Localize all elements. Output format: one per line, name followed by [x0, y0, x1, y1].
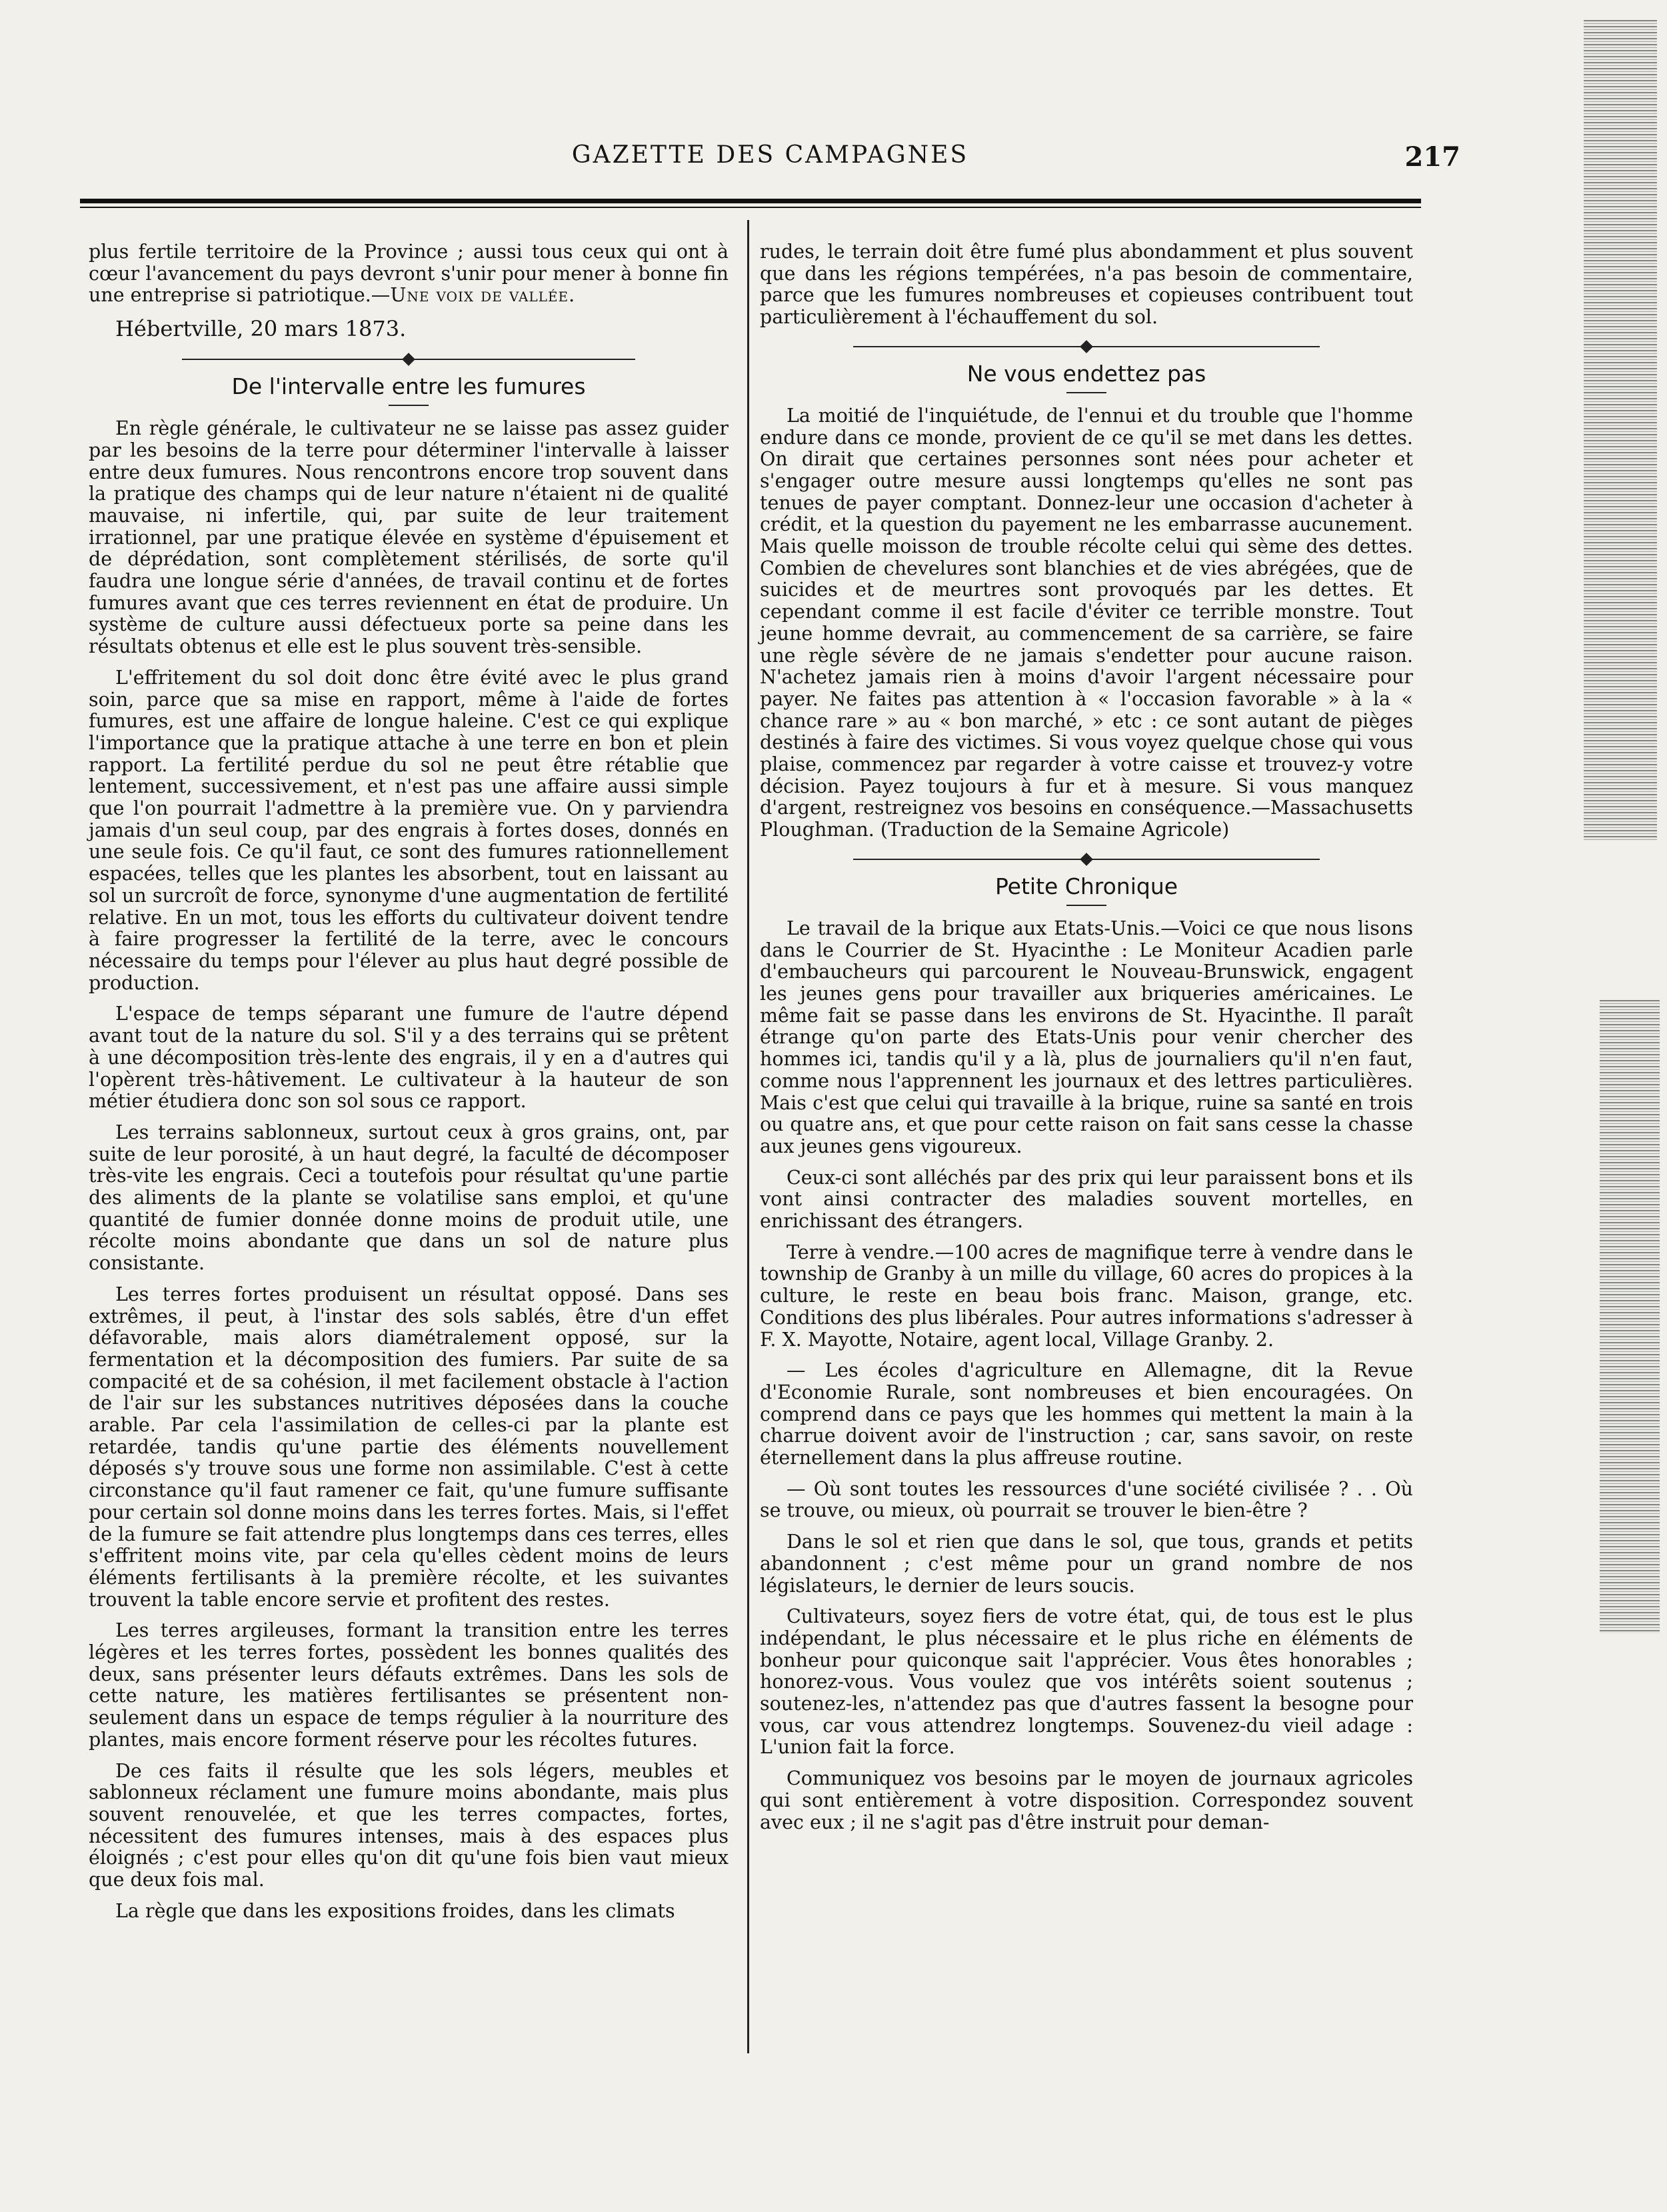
continued-paragraph: plus fertile territoire de la Province ; aussi tous ceux qui ont à cœur l'avancement du pays devront s'unir pour mener à bonne fin une entreprise si patriotique.—Une voix de vallée. [89, 241, 729, 307]
chronique-item: Le travail de la brique aux Etats-Unis.—Voici ce que nous lisons dans le Courrier de St. Hyacinthe : Le Moniteur Acadien parle d'embaucheurs qui parcourent le Nouveau-Brunswick, engagent les jeunes gens pour travailler aux briqueries américaines. Le même fait se passe dans les environs de St. Hyacinthe. Il paraît étrange qu'on parte des Etats-Unis pour venir chercher des hommes ici, tandis qu'il y a là, plus de journaliers qu'il n'en faut, comme nous l'apprennent les journaux et des lettres particulières. Mais c'est que celui qui travaille à la brique, ruine sa santé en trois ou quatre ans, et que pour cette raison on fait sans cesse la chasse aux jeunes gens vigoureux. [760, 917, 1413, 1157]
article-title: De l'intervalle entre les fumures [231, 373, 586, 400]
header-rule [80, 199, 1421, 203]
header-rule [80, 207, 1421, 208]
dateline: Hébertville, 20 mars 1873. [115, 316, 407, 342]
article-paragraph: Les terres argileuses, formant la transition entre les terres légères et les terres fortes, possèdent les bonnes qualités des deux, sans présenter leurs défauts extrêmes. Dans les sols de cette nature, les matières fertilisantes se présentent non-seulement dans un espace de temps régulier à la nourriture des plantes, mais encore forment réserve pour les récoltes futures. [89, 1619, 729, 1751]
column-divider [747, 220, 749, 2053]
section-title: Petite Chronique [994, 873, 1178, 899]
chronique-item: Terre à vendre.—100 acres de magnifique terre à vendre dans le township de Granby à un mille du village, 60 acres do propices à la culture, le reste en beau bois franc. Maison, grange, etc. Conditions des plus libérales. Pour autres informations s'adresser à F. X. Mayotte, Notaire, agent local, Village Granby. 2. [760, 1241, 1413, 1351]
continued-paragraph: rudes, le terrain doit être fumé plus abondamment et plus souvent que dans les régions tempérées, n'a pas besoin de commentaire, parce que les fumures nombreuses et copieuses contribuent tout particulièrement à l'échauffement du sol. [760, 241, 1413, 329]
page-title: GAZETTE DES CAMPAGNES [571, 141, 969, 169]
scan-edge-noise [1600, 1000, 1660, 1633]
chronique-item: Cultivateurs, soyez fiers de votre état, qui, de tous est le plus indépendant, le plus nécessaire et le plus riche en éléments de bonheur pour quiconque sait l'apprécier. Vous êtes honorables ; honorez-vous. Vous voulez que vos intérêts soient soutenus ; soutenez-les, n'attendez pas que d'autres fassent la besogne pour vous, car vous attendrez longtemps. Souvenez-du vieil adage : L'union fait la force. [760, 1605, 1413, 1759]
article-paragraph: Les terrains sablonneux, surtout ceux à gros grains, ont, par suite de leur porosité, à un haut degré, la faculté de décomposer très-vite les engrais. Ceci a toutefois pour résultat qu'une partie des aliments de la plante se volatilise sans emploi, et qu'une quantité de fumier donnée donne moins de produit utile, une récolte moins abondante que dans un sol de nature plus consistante. [89, 1121, 729, 1275]
chronique-item: Ceux-ci sont alléchés par des prix qui leur paraissent bons et ils vont ainsi contracter des maladies souvent mortelles, en enrichissant des étrangers. [760, 1166, 1413, 1233]
page-number: 217 [1404, 141, 1460, 173]
chronique-item: — Où sont toutes les ressources d'une société civilisée ? . . Où se trouve, ou mieux, où pourrait se trouver le bien-être ? [760, 1477, 1413, 1522]
article-paragraph: En règle générale, le cultivateur ne se laisse pas assez guider par les besoins de la terre pour déterminer l'intervalle à laisser entre deux fumures. Nous rencontrons encore trop souvent dans la pratique des champs qui de leur nature n'étaient ni de qualité mauvaise, ni infertile, qui, par suite de leur traitement irrationnel, par une pratique élevée en système d'épuisement et de déprédation, sont complètement stérilisés, de sorte qu'il faudra une longue série d'années, de travail continu et de fortes fumures avant que ces terres reviennent en état de produire. Un système de culture aussi défectueux porte sa peine dans les résultats obtenus et elle est le plus souvent très-sensible. [89, 417, 729, 658]
title-dash [389, 405, 429, 406]
scan-edge-noise [1584, 20, 1657, 840]
signature: Une voix de vallée. [390, 284, 576, 307]
article-paragraph: La moitié de l'inquiétude, de l'ennui et du trouble que l'homme endure dans ce monde, provient de ce qu'il se met dans les dettes. On dirait que certaines personnes sont nées pour acheter et s'engager outre mesure aussi longtemps qu'elles ne sont pas tenues de payer comptant. Donnez-leur une occasion d'acheter à crédit, et la question du payement ne les embarrasse aucunement. Mais quelle moisson de trouble récolte celui qui sème des dettes. Combien de chevelures sont blanchies et de vies abrégées, que de suicides et de meurtres sont provoqués par les dettes. Et cependant comme il est facile d'éviter ce terrible monstre. Tout jeune homme devrait, au commencement de sa carrière, se faire une règle sévère de ne jamais s'endetter pour aucune raison. N'achetez jamais rien à moins d'avoir l'argent nécessaire pour payer. Ne faites pas attention à « l'occasion favorable » à la « chance rare » au « bon marché, » etc : ce sont autant de pièges destinés à faire des victimes. Si vous voyez quelque chose qui vous plaise, commencez par regarder à votre caisse et trouvez-y votre décision. Payez toujours à fur et à mesure. Si vous manquez d'argent, restreignez vos besoins en conséquence.—Massachusetts Ploughman. (Traduction de la Semaine Agricole) [760, 404, 1413, 841]
separator-ornament [760, 338, 1413, 355]
running-head [80, 141, 1460, 184]
article-paragraph: De ces faits il résulte que les sols légers, meubles et sablonneux réclament une fumure moins abondante, mais plus souvent renouvelée, et que les terres compactes, fortes, nécessitent des fumures intenses, mais à des espaces plus éloignés ; c'est pour elles qu'on dit qu'une fois bien vaut mieux que deux fois mal. [89, 1759, 729, 1891]
right-column [760, 241, 1413, 1843]
article-paragraph: L'effritement du sol doit donc être évité avec le plus grand soin, parce que sa mise en rapport, même à l'aide de fortes fumures, est une affaire de longue haleine. C'est ce qui explique l'importance que la pratique attache à une terre en bon et plein rapport. La fertilité perdue du sol ne peut être rétablie que lentement, successivement, et n'est pas une affaire aussi simple que l'on pourrait l'admettre à la première vue. On y parviendra jamais d'un seul coup, par des engrais à fortes doses, donnés en une seule fois. Ce qu'il faut, ce sont des fumures rationnellement espacées, telles que les plantes les absorbent, tout en laissant au sol un surcroît de force, synonyme d'une augmentation de fertilité relative. En un mot, tous les efforts du cultivateur doivent tendre à faire progresser la fertilité de la terre, avec le concours nécessaire du temps pour l'élever au plus haut degré possible de production. [89, 666, 729, 994]
article-title: Ne vous endettez pas [966, 360, 1206, 387]
left-column [89, 241, 729, 1932]
chronique-item: Dans le sol et rien que dans le sol, que tous, grands et petits abandonnent ; c'est même pour un grand nombre de nos législateurs, le dernier de leurs soucis. [760, 1531, 1413, 1597]
chronique-item: Communiquez vos besoins par le moyen de journaux agricoles qui sont entièrement à votre disposition. Correspondez souvent avec eux ; il ne s'agit pas d'être instruit pour deman- [760, 1767, 1413, 1833]
article-paragraph: La règle que dans les expositions froides, dans les climats [115, 1899, 675, 1922]
separator-ornament [89, 351, 729, 368]
article-paragraph: Les terres fortes produisent un résultat opposé. Dans ses extrêmes, il peut, à l'instar des sols sablés, être d'un effet défavorable, mais alors diamétralement opposé, sur la fermentation et la décomposition des fumiers. Par suite de sa compacité et de sa cohésion, il met facilement obstacle à l'action de l'air sur les substances nutritives déposées dans la couche arable. Par cela l'assimilation de celles-ci par la plante est retardée, tandis qu'une partie des éléments nouvellement déposés s'y trouve sous une forme non assimilable. C'est à cette circonstance qu'il faut ramener ce fait, qu'une fumure suffisante pour certain sol donne moins dans les terres fortes. Mais, si l'effet de la fumure se fait attendre plus longtemps dans ces terres, elles s'effritent moins vite, par cela qu'elles cèdent moins de leurs éléments fertilisants à la première récolte, et les suivantes trouvent la table encore servie et profitent des restes. [89, 1283, 729, 1611]
chronique-item: — Les écoles d'agriculture en Allemagne, dit la Revue d'Economie Rurale, sont nombreuses et bien encouragées. On comprend dans ce pays que les hommes qui mettent la main à la charrue doivent avoir de l'instruction ; car, sans savoir, on reste éternellement dans la plus affreuse routine. [760, 1359, 1413, 1469]
article-paragraph: L'espace de temps séparant une fumure de l'autre dépend avant tout de la nature du sol. S'il y a des terrains qui se prêtent à une décomposition très-lente des engrais, il y en a d'autres qui l'opèrent très-hâtivement. Le cultivateur à la hauteur de son métier étudiera donc son sol sous ce rapport. [89, 1003, 729, 1113]
separator-ornament [760, 851, 1413, 868]
title-dash [1066, 905, 1106, 906]
title-dash [1066, 392, 1106, 393]
